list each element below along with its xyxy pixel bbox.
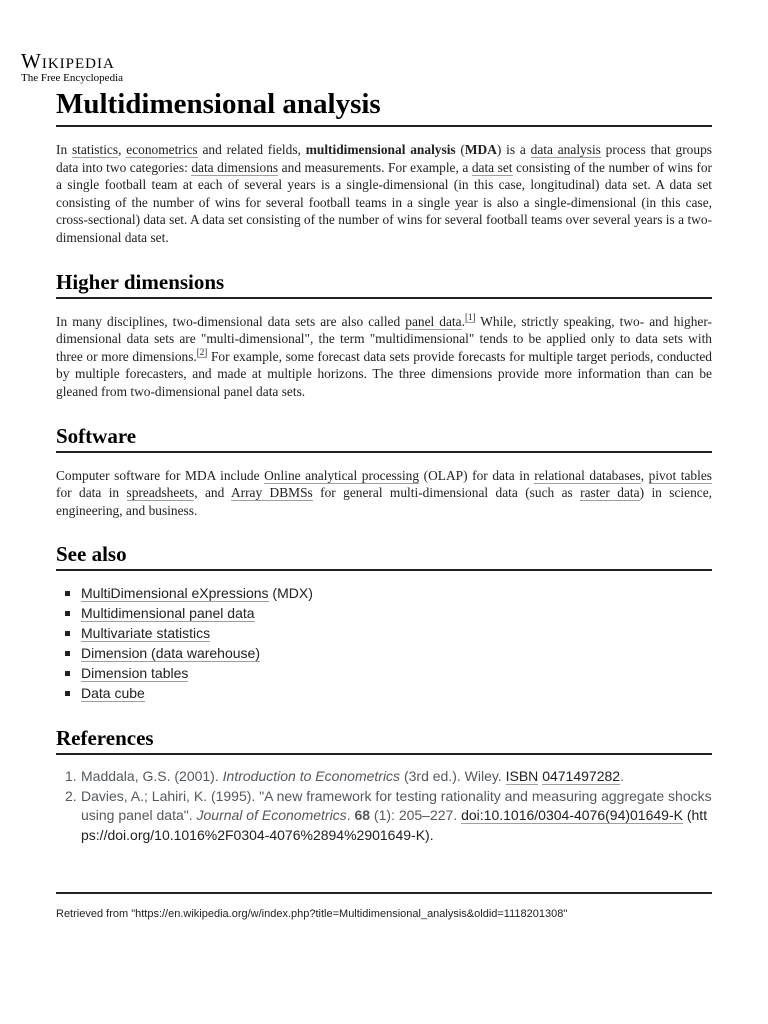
intro-paragraph: [56, 141, 712, 247]
link-dimension-data-warehouse[interactable]: Dimension (data warehouse): [81, 645, 260, 662]
list-item: [56, 623, 712, 643]
text: .: [346, 807, 355, 824]
bullet-icon: [65, 671, 70, 676]
citation-1[interactable]: [1]: [464, 311, 476, 322]
list-item: [56, 663, 712, 683]
link-array-dbms[interactable]: Array DBMSs: [230, 485, 313, 501]
text: , and: [194, 485, 231, 501]
reference-number: 1.: [65, 768, 77, 785]
text: for general multi-dimensional data (such as: [312, 485, 581, 501]
text: .: [620, 768, 624, 785]
link-panel-data[interactable]: panel data: [405, 313, 462, 329]
text: .: [429, 826, 434, 843]
bullet-icon: [65, 591, 70, 596]
reference-title: Introduction to Econometrics: [222, 768, 401, 785]
text: (1): 205–227.: [370, 807, 462, 824]
link-dimension-tables[interactable]: Dimension tables: [81, 665, 189, 682]
link-statistics[interactable]: statistics: [71, 142, 119, 157]
link-olap[interactable]: Online analytical processing: [264, 467, 420, 483]
text: Maddala, G.S. (2001).: [81, 768, 223, 785]
heading-see-also: See also: [56, 539, 712, 571]
text: and measurements. For example, a: [278, 159, 472, 175]
list-item: [56, 583, 712, 603]
reference-number: 2.: [65, 787, 77, 804]
list-item: [56, 603, 712, 623]
reference-item: [56, 787, 712, 846]
text: (MDX): [268, 585, 313, 602]
list-item: [56, 643, 712, 663]
section-software: [56, 421, 712, 520]
citation-2[interactable]: [2]: [196, 346, 208, 357]
text: Davies, A.; Lahiri, K. (1995). "A new framework for testing rationality and measuring aggregate shocks using panel data".: [81, 787, 712, 824]
link-relational-databases[interactable]: relational databases: [534, 467, 641, 483]
heading-references: References: [56, 723, 712, 755]
text: For example, some forecast data sets provide forecasts for multiple target periods, conducted by multiple forecasters, and made at multiple horizons. The three dimensions provide more information than can be gleaned from two-dimensional panel data sets.: [56, 348, 712, 399]
link-mdx[interactable]: MultiDimensional eXpressions: [81, 585, 269, 602]
section-higher-dimensions: [56, 267, 712, 401]
link-data-cube[interactable]: Data cube: [81, 685, 145, 702]
retrieved-from: Retrieved from "https://en.wikipedia.org/w/index.php?title=Multidimensional_analysis&oldid=1118201308": [56, 908, 568, 920]
software-paragraph: [56, 467, 712, 520]
bullet-icon: [65, 631, 70, 636]
higher-paragraph: [56, 313, 712, 401]
list-item: [56, 683, 712, 703]
logo-wordmark: Wikipedia: [21, 49, 115, 73]
heading-higher-dimensions: Higher dimensions: [56, 267, 712, 299]
text: and related fields,: [197, 142, 306, 157]
text: In many disciplines, two-dimensional data sets are also called: [56, 313, 406, 329]
see-also-list: [56, 583, 712, 703]
heading-software: Software: [56, 421, 712, 453]
doi-url: (https://doi.org/10.1016%2F0304-4076%2894%2901649-K): [81, 807, 708, 843]
reference-volume: 68: [354, 807, 371, 824]
text: consisting of the number of wins for a single football team at each of several years is a single-dimensional (in this case, longitudinal) data set. A data set consisting of the number of wins for several football teams in a single year is also a single-dimensional (in this case, cross-sectional) data set. A data set consisting of the number of wins for several football teams over several years is a two-dimensional data set.: [56, 159, 712, 245]
text: While, strictly speaking, two- and higher-dimensional data sets are "multi-dimensional", the term "multidimensional" tends to be applied only to data sets with three or more dimensions.: [56, 313, 713, 364]
link-isbn-number[interactable]: 0471497282: [542, 768, 621, 785]
text: In: [56, 142, 72, 157]
text: ,: [118, 142, 127, 157]
text: (OLAP) for data in: [419, 467, 535, 483]
text: (3rd ed.). Wiley.: [400, 768, 506, 785]
link-pivot-tables[interactable]: pivot tables: [648, 467, 712, 483]
logo-tagline: The Free Encyclopedia: [21, 72, 124, 84]
text: process that groups data into two categories:: [56, 142, 712, 175]
abbr-bold: MDA: [464, 142, 497, 157]
footer-divider: [56, 892, 712, 894]
text: .: [461, 313, 465, 329]
reference-item: [56, 767, 712, 787]
bullet-icon: [65, 651, 70, 656]
section-references: [56, 723, 712, 845]
bullet-icon: [65, 691, 70, 696]
text: ) in science, engineering, and business.: [56, 485, 713, 518]
link-multivariate-statistics[interactable]: Multivariate statistics: [81, 625, 211, 642]
text: Computer software for MDA include: [56, 467, 265, 483]
link-doi[interactable]: doi:10.1016/0304-4076(94)01649-K: [461, 807, 683, 824]
bullet-icon: [65, 611, 70, 616]
link-data-set[interactable]: data set: [471, 159, 513, 175]
link-isbn[interactable]: ISBN: [505, 768, 539, 785]
link-data-analysis[interactable]: data analysis: [530, 142, 601, 157]
link-econometrics[interactable]: econometrics: [126, 142, 198, 157]
article: [56, 0, 712, 845]
section-see-also: [56, 539, 712, 703]
reference-journal: Journal of Econometrics: [196, 807, 347, 824]
text: ) is a: [496, 142, 531, 157]
text: for data in: [56, 485, 127, 501]
link-raster-data[interactable]: raster data: [580, 485, 640, 501]
link-multidimensional-panel-data[interactable]: Multidimensional panel data: [81, 605, 255, 622]
text: (: [455, 142, 465, 157]
term-bold: multidimensional analysis: [305, 142, 456, 157]
link-spreadsheets[interactable]: spreadsheets: [126, 485, 195, 501]
text: ,: [640, 467, 649, 483]
page-title: Multidimensional analysis: [56, 84, 712, 127]
references-list: [56, 767, 712, 845]
link-data-dimensions[interactable]: data dimensions: [191, 159, 279, 175]
